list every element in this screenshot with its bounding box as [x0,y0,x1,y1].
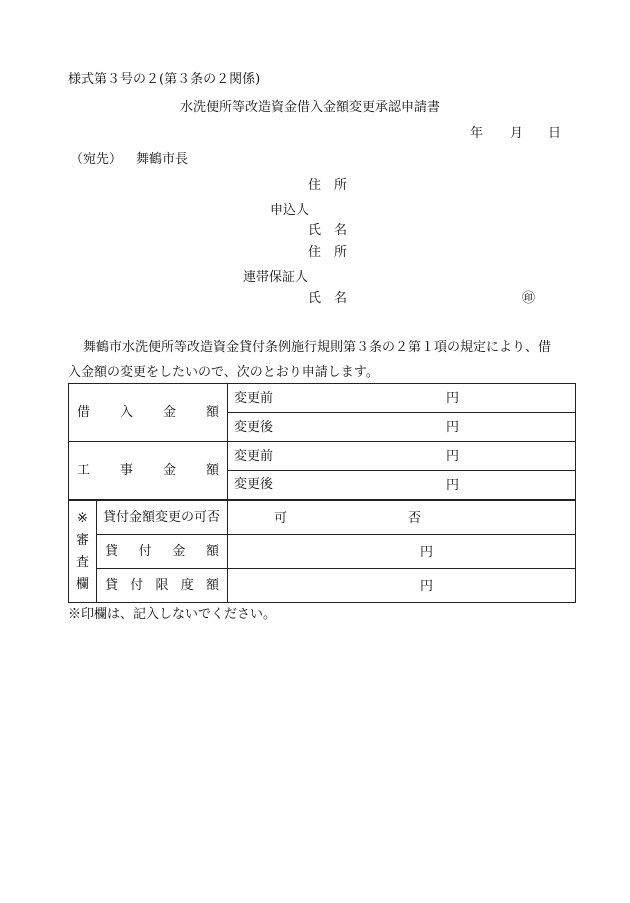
borrow-before-label: 変更前 [234,390,274,406]
guarantor-address-label: 住 所 [308,245,348,260]
table-row-review-approval [69,500,576,535]
work-after-label: 変更後 [234,477,274,493]
table-row-loan-limit [69,569,576,603]
work-before-label: 変更前 [234,448,274,464]
approval-label-cell [97,500,228,535]
approval-label: 貸付金額変更の可否 [103,509,221,525]
loan-amount-label-cell [97,535,228,569]
form-title: 水洗便所等改造資金借入金額変更承認申請書 [180,100,441,115]
borrow-before-yen: 円 [446,391,460,406]
review-column-label-cell [69,500,97,603]
loan-amount-yen: 円 [420,545,434,560]
borrow-amount-label-cell [69,384,228,442]
work-before-cell[interactable] [228,442,576,471]
body-text-line1: 舞鶴市水洗便所等改造資金貸付条例施行規則第３条の２第１項の規定により、借 [83,340,552,355]
guarantor-role-label: 連帯保証人 [243,270,309,285]
body-text-line2: 入金額の変更をしたいので、次のとおり申請します。 [68,365,379,380]
date-year-label: 年 [470,126,484,141]
loan-limit-yen: 円 [420,579,434,594]
table-row-loan-amount [69,535,576,569]
applicant-name-label: 氏 名 [308,223,348,238]
approval-choice-cell[interactable] [228,500,576,535]
work-after-yen: 円 [446,478,460,493]
loan-amount-cell[interactable] [228,535,576,569]
work-amount-label-cell [69,442,228,500]
loan-limit-label: 貸 付 限 度 額 [105,578,219,593]
loan-amount-label: 貸 付 金 額 [105,544,219,559]
seal-mark: ㊞ [522,291,536,306]
addressee-name: 舞鶴市長 [136,152,189,167]
approve-option[interactable]: 可 [274,510,288,526]
borrow-before-cell[interactable] [228,384,576,413]
date-day-label: 日 [548,126,562,141]
applicant-role-label: 申込人 [270,203,310,218]
date-month-label: 月 [510,126,524,141]
applicant-address-label: 住 所 [308,178,348,193]
work-amount-label: 工 事 金 額 [77,462,219,478]
review-column-label: ※ 審 査 欄 [75,510,89,592]
loan-limit-label-cell [97,569,228,603]
borrow-after-yen: 円 [446,420,460,435]
addressee-prefix: （宛先） [70,152,123,167]
work-before-yen: 円 [446,449,460,464]
guarantor-name-label: 氏 名 [308,291,348,306]
deny-option[interactable]: 否 [408,510,422,526]
borrow-amount-label: 借 入 金 額 [77,405,219,420]
loan-limit-cell[interactable] [228,569,576,603]
work-after-cell[interactable] [228,471,576,500]
application-table [68,383,576,603]
table-row-borrow-before [69,384,576,413]
form-number: 様式第３号の２(第３条の２関係) [68,72,261,87]
footnote: ※印欄は、記入しないでください。 [68,607,277,622]
table-row-work-before [69,442,576,471]
borrow-after-label: 変更後 [234,419,274,435]
borrow-after-cell[interactable] [228,413,576,442]
